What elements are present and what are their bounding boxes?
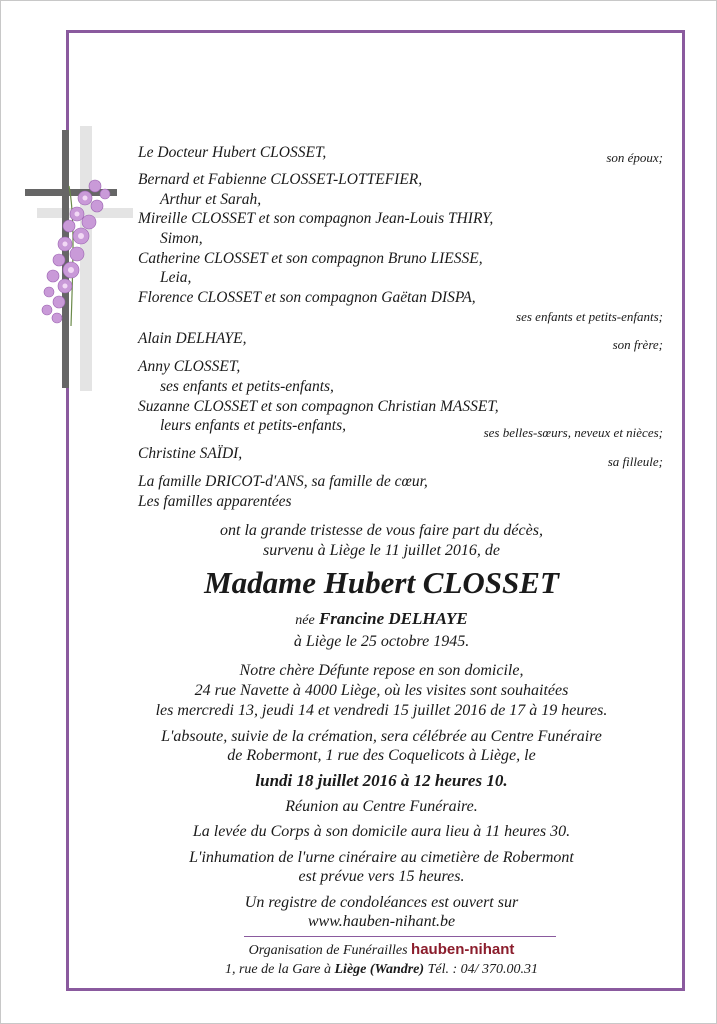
- announcement-line: survenu à Liège le 11 juillet 2016, de: [263, 542, 500, 559]
- family-line: Catherine CLOSSET et son compagnon Bruno LIESSE,: [138, 250, 483, 267]
- footer-address: [72, 962, 691, 978]
- detail-line: les mercredi 13, jeudi 14 et vendredi 15 juillet 2016 de 17 à 19 heures.: [155, 702, 608, 719]
- family-line: Le Docteur Hubert CLOSSET,: [138, 144, 327, 161]
- detail-line: La levée du Corps à son domicile aura lieu à 11 heures 30.: [192, 823, 571, 840]
- footer-divider: [244, 936, 556, 937]
- detail-line: est prévue vers 15 heures.: [298, 868, 465, 885]
- detail-line: de Robermont, 1 rue des Coquelicots à Liège, le: [227, 747, 536, 764]
- detail-line: Notre chère Défunte repose en son domicile,: [239, 662, 524, 679]
- relation-label: son frère;: [612, 337, 663, 352]
- footer-org: [72, 941, 691, 959]
- relation-label: sa filleule;: [607, 454, 663, 469]
- family-line: Simon,: [160, 230, 203, 247]
- relation-label: son époux;: [606, 150, 663, 165]
- website-link[interactable]: www.hauben-nihant.be: [307, 913, 456, 930]
- family-line: Mireille CLOSSET et son compagnon Jean-Louis THIRY,: [138, 210, 494, 227]
- family-line: ses enfants et petits-enfants,: [160, 378, 334, 395]
- relation-label: ses belles-sœurs, neveux et nièces;: [483, 425, 663, 440]
- nee-prefix: née: [295, 613, 315, 628]
- org-prefix: Organisation de Funérailles: [248, 943, 408, 958]
- ceremony-date: lundi 18 juillet 2016 à 12 heures 10.: [255, 771, 508, 790]
- family-line: leurs enfants et petits-enfants,: [160, 417, 346, 434]
- family-line: Bernard et Fabienne CLOSSET-LOTTEFIER,: [138, 171, 423, 188]
- maiden-name-line: [72, 609, 691, 631]
- deceased-name: Madame Hubert CLOSSET: [204, 565, 559, 600]
- family-line: Anny CLOSSET,: [138, 358, 241, 375]
- announcement-line: ont la grande tristesse de vous faire part du décès,: [220, 522, 543, 539]
- address-prefix: 1, rue de la Gare à: [224, 962, 331, 977]
- address-city: Liège (Wandre): [334, 962, 425, 977]
- detail-line: Réunion au Centre Funéraire.: [285, 798, 478, 815]
- family-line: Leia,: [160, 269, 192, 286]
- family-line: La famille DRICOT-d'ANS, sa famille de cœur,: [138, 473, 428, 490]
- cross-with-orchids-icon: [25, 126, 135, 396]
- detail-line: L'inhumation de l'urne cinéraire au cimetière de Robermont: [189, 849, 574, 866]
- family-line: Florence CLOSSET et son compagnon Gaëtan DISPA,: [138, 289, 476, 306]
- family-line: Christine SAÏDI,: [138, 445, 243, 462]
- family-line: Arthur et Sarah,: [160, 191, 262, 208]
- brand-logo: hauben-nihant: [411, 941, 515, 958]
- family-line: Alain DELHAYE,: [138, 330, 247, 347]
- detail-line: L'absoute, suivie de la crémation, sera célébrée au Centre Funéraire: [161, 728, 602, 745]
- family-line: Les familles apparentées: [138, 493, 292, 510]
- relation-label: ses enfants et petits-enfants;: [516, 309, 663, 324]
- detail-line: Un registre de condoléances est ouvert sur: [244, 894, 519, 911]
- phone: Tél. : 04/ 370.00.31: [427, 962, 539, 977]
- detail-line: 24 rue Navette à 4000 Liège, où les visites sont souhaitées: [194, 682, 569, 699]
- maiden-name: Francine DELHAYE: [318, 609, 468, 628]
- family-line: Suzanne CLOSSET et son compagnon Christian MASSET,: [138, 398, 499, 415]
- birth-line: à Liège le 25 octobre 1945.: [293, 633, 470, 650]
